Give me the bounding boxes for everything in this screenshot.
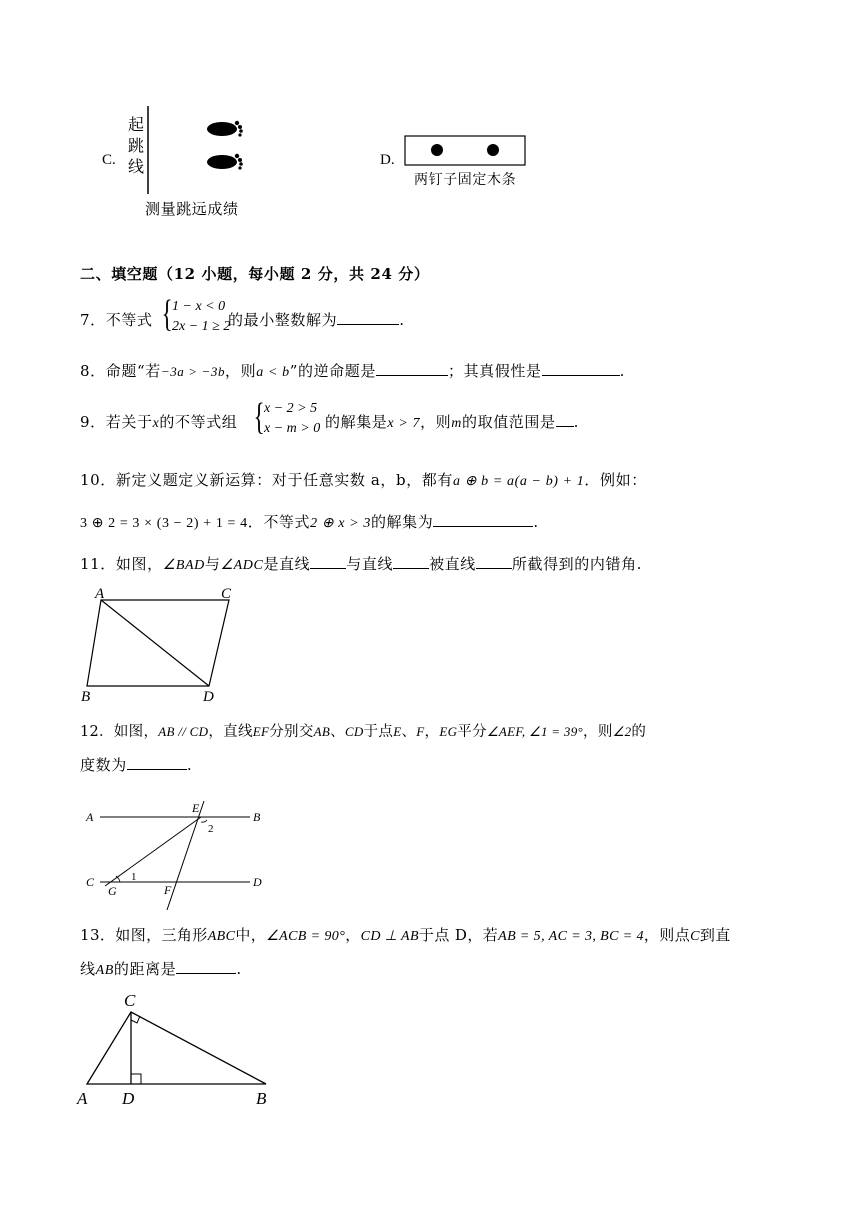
q11-text-2: 与 bbox=[204, 555, 221, 573]
q13-math-1: ABC bbox=[207, 929, 236, 944]
q8-math-1: −3a > −3b bbox=[160, 364, 226, 379]
q11-label-d: D bbox=[203, 689, 214, 705]
q13-text-4: 于点 D，若 bbox=[418, 926, 499, 944]
option-d-caption: 两钉子固定木条 bbox=[414, 172, 517, 188]
q13-label-c: C bbox=[124, 991, 136, 1010]
q11-text-3: 是直线 bbox=[263, 555, 311, 573]
question-12-line-1 bbox=[80, 720, 646, 741]
q9-number: 9． bbox=[80, 413, 106, 431]
q12-label-angle-2: 2 bbox=[208, 823, 214, 835]
q10-text-4: 的解集为 bbox=[370, 513, 434, 531]
q13-right-triangle-figure bbox=[72, 988, 282, 1110]
q7-ineq-1: 1 − x < 0 bbox=[172, 299, 226, 314]
q9-system bbox=[264, 399, 320, 439]
q9-tail bbox=[325, 411, 579, 432]
question-12-line-2 bbox=[80, 754, 192, 775]
q10-text-2: ．例如： bbox=[584, 471, 647, 489]
q13-math-2: ∠ACB = 90° bbox=[266, 929, 346, 944]
q7-number: 7． bbox=[80, 311, 106, 329]
q11-text-4: 与直线 bbox=[346, 555, 394, 573]
q8-math-2: a < b bbox=[256, 365, 290, 380]
q12-text-2: ，直线 bbox=[208, 724, 253, 740]
q10-formula: a ⊕ b = a(a − b) + 1 bbox=[453, 474, 585, 489]
q13-line-2-text-1: 线 bbox=[80, 960, 96, 978]
q12-math-7: EG bbox=[439, 724, 458, 739]
q12-text-8: 的 bbox=[631, 724, 647, 740]
wood-strip bbox=[405, 136, 525, 165]
q12-label-f: F bbox=[164, 883, 172, 897]
q7-prefix: 不等式 bbox=[105, 311, 153, 329]
question-10-line-1 bbox=[80, 469, 647, 490]
question-10-line-2 bbox=[80, 511, 539, 532]
q13-triangle-abc bbox=[87, 1012, 266, 1084]
q11-label-c: C bbox=[221, 586, 232, 602]
q13-line-2-math: AB bbox=[95, 963, 114, 978]
q12-math-5: E bbox=[393, 724, 402, 739]
takeoff-char-2: 跳 bbox=[128, 136, 145, 155]
q11-answer-blank-1[interactable] bbox=[310, 554, 346, 569]
q12-label-c: C bbox=[86, 875, 95, 889]
q8-end: . bbox=[619, 362, 625, 380]
q12-label-b: B bbox=[253, 810, 261, 824]
q12-angle-2-arc bbox=[201, 820, 207, 822]
q12-end: . bbox=[186, 756, 193, 774]
q11-text-1: 如图， bbox=[115, 555, 163, 573]
option-c-caption: 测量跳远成绩 bbox=[145, 200, 239, 218]
footprints-figure bbox=[145, 104, 255, 196]
q9-brace: { bbox=[253, 396, 265, 438]
q12-number: 12． bbox=[80, 724, 114, 740]
q12-math-4: CD bbox=[344, 724, 364, 739]
q12-label-g: G bbox=[108, 884, 117, 898]
q11-text-5: 被直线 bbox=[429, 555, 476, 573]
q10-end: . bbox=[533, 513, 539, 531]
q7-tail bbox=[228, 309, 405, 330]
q7-brace: { bbox=[161, 293, 173, 335]
q12-label-e: E bbox=[192, 801, 200, 815]
nail-icon-left bbox=[431, 144, 443, 156]
takeoff-char-1: 起 bbox=[128, 115, 145, 134]
takeoff-line-label bbox=[128, 114, 146, 177]
q8-text-3: ”的逆命题是 bbox=[289, 362, 376, 380]
q11-text-6: 所截得到的内错角. bbox=[511, 555, 643, 573]
footprint-icon-top bbox=[207, 121, 243, 137]
q13-number: 13． bbox=[80, 926, 116, 944]
q9-text-4: ，则 bbox=[420, 413, 452, 431]
q13-label-b: B bbox=[256, 1089, 267, 1108]
section-title: 二、填空题（12 小题，每小题 2 分，共 24 分） bbox=[80, 265, 430, 283]
option-d-letter: D. bbox=[380, 152, 395, 168]
q11-answer-blank-3[interactable] bbox=[476, 554, 512, 569]
q9-var-m: m bbox=[451, 416, 462, 431]
q11-label-a: A bbox=[95, 586, 105, 602]
option-c-letter: C. bbox=[102, 152, 116, 168]
q7-ineq-2: 2x − 1 ≥ 2 bbox=[172, 319, 231, 334]
q13-text-2: 中， bbox=[235, 926, 267, 944]
q8-answer-blank-1[interactable] bbox=[376, 361, 448, 376]
q12-answer-blank[interactable] bbox=[127, 755, 187, 770]
q9-end: . bbox=[573, 413, 579, 431]
wood-strip-figure bbox=[404, 135, 528, 169]
q8-text-4: ；其真假性是 bbox=[447, 362, 542, 380]
footprint-icon-bottom bbox=[207, 154, 243, 170]
q13-right-angle-mark-d bbox=[131, 1074, 141, 1084]
question-7 bbox=[80, 309, 153, 330]
question-11 bbox=[80, 553, 642, 574]
q13-answer-blank[interactable] bbox=[176, 959, 236, 974]
q12-math-3: AB bbox=[313, 724, 331, 739]
q12-text-5: ， bbox=[424, 724, 440, 740]
q9-math-1: x > 7 bbox=[387, 416, 421, 431]
q8-text-2: ，则 bbox=[225, 362, 257, 380]
q12-line-2-text: 度数为 bbox=[80, 756, 127, 774]
q13-label-d: D bbox=[122, 1089, 135, 1108]
q11-parallelogram bbox=[87, 600, 229, 686]
q13-right-angle-mark-c bbox=[131, 1016, 140, 1023]
q11-diagonal-ad bbox=[101, 600, 209, 686]
q12-label-angle-1: 1 bbox=[131, 871, 137, 883]
q9-answer-blank[interactable] bbox=[556, 412, 574, 427]
q11-number: 11． bbox=[80, 555, 116, 573]
q8-number: 8． bbox=[80, 362, 106, 380]
q10-inequality: 2 ⊕ x > 3 bbox=[310, 516, 371, 531]
q10-example: 3 ⊕ 2 = 3 × (3 − 2) + 1 = 4 bbox=[80, 516, 248, 531]
q13-text-1: 如图，三角形 bbox=[115, 926, 208, 944]
q9-ineq-1: x − 2 > 5 bbox=[264, 401, 318, 416]
q13-math-5: C bbox=[690, 929, 700, 944]
q7-suffix: 的最小整数解为 bbox=[228, 311, 338, 329]
q11-angle-2: ∠ADC bbox=[220, 558, 264, 573]
q10-text-1: 新定义题定义新运算：对于任意实数 a，b，都有 bbox=[115, 471, 454, 489]
q12-parallel-lines-figure bbox=[80, 796, 280, 914]
q8-answer-blank-2[interactable] bbox=[542, 361, 620, 376]
q9-text-1: 若关于 bbox=[105, 413, 153, 431]
question-13-line-1 bbox=[80, 924, 731, 945]
q11-label-b: B bbox=[81, 689, 91, 705]
q12-text-3: 分别交 bbox=[269, 724, 314, 740]
question-9 bbox=[80, 411, 237, 432]
nail-icon-right bbox=[487, 144, 499, 156]
q13-end: . bbox=[236, 960, 242, 978]
q7-answer-blank[interactable] bbox=[337, 310, 399, 325]
q8-text-1: 命题“若 bbox=[105, 362, 161, 380]
q12-text-1: 如图， bbox=[113, 724, 159, 740]
q12-math-6: F bbox=[416, 724, 425, 739]
q13-math-3: CD ⊥ AB bbox=[360, 929, 419, 944]
q13-line-2-text-2: 的距离是 bbox=[113, 960, 177, 978]
q12-sep-2: 、 bbox=[401, 724, 417, 740]
q12-math-8: ∠AEF, ∠1 = 39° bbox=[486, 724, 584, 739]
q12-math-9: ∠2 bbox=[612, 724, 632, 739]
q13-text-3: ， bbox=[345, 926, 361, 944]
q9-ineq-2: x − m > 0 bbox=[264, 421, 321, 436]
q9-var-x: x bbox=[152, 416, 160, 431]
takeoff-char-3: 线 bbox=[128, 157, 145, 176]
q11-angle-1: ∠BAD bbox=[162, 558, 205, 573]
question-13-line-2 bbox=[80, 958, 242, 979]
q9-text-5: 的取值范围是 bbox=[462, 413, 556, 431]
q12-text-4: 于点 bbox=[363, 724, 394, 740]
q12-math-1: AB // CD bbox=[158, 724, 209, 739]
q13-text-6: 到直 bbox=[699, 926, 731, 944]
q13-text-5: ，则点 bbox=[643, 926, 691, 944]
q10-answer-blank[interactable] bbox=[433, 512, 533, 527]
q9-text-2: 的不等式组 bbox=[159, 413, 238, 431]
q7-end: . bbox=[399, 311, 405, 329]
q11-answer-blank-2[interactable] bbox=[393, 554, 429, 569]
q10-number: 10． bbox=[80, 471, 116, 489]
q11-parallelogram-figure bbox=[76, 582, 246, 706]
q12-label-a: A bbox=[86, 810, 94, 824]
q12-sep-1: 、 bbox=[330, 724, 345, 740]
q12-text-6: 平分 bbox=[457, 724, 487, 740]
q10-text-3: ．不等式 bbox=[247, 513, 311, 531]
q12-label-d: D bbox=[253, 875, 262, 889]
q12-math-2: EF bbox=[252, 724, 270, 739]
q13-label-a: A bbox=[77, 1089, 88, 1108]
question-8 bbox=[80, 360, 625, 381]
q7-system bbox=[172, 297, 230, 337]
q13-math-4: AB = 5, AC = 3, BC = 4 bbox=[498, 929, 644, 944]
q9-text-3: 的解集是 bbox=[325, 413, 388, 431]
q12-text-7: ，则 bbox=[583, 724, 613, 740]
